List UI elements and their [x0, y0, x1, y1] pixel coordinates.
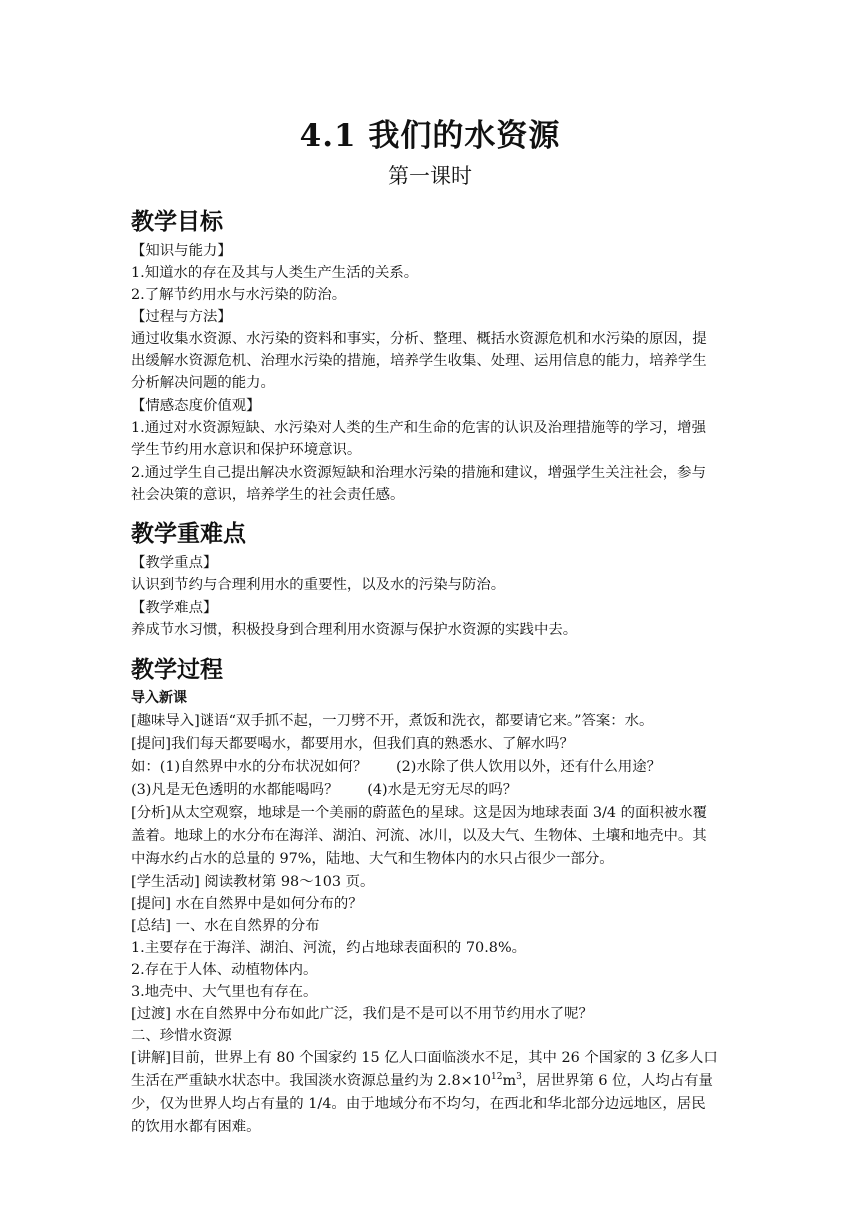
section-heading-objectives: 教学目标 [131, 209, 223, 235]
text-line: 1.通过对水资源短缺、水污染对人类的生产和生命的危害的认识及治理措施等的学习，增强 [131, 420, 706, 436]
text-line: 通过收集水资源、水污染的资料和事实，分析、整理、概括水资源危机和水污染的原因，提 [131, 331, 707, 347]
text-line: 分析解决问题的能力。 [131, 375, 275, 391]
text-line: (3)凡是无色透明的水都能喝吗？ (4)水是无穷无尽的吗？ [131, 782, 518, 798]
text-fragment: ，居世界第 6 位，人均占有量 [521, 1073, 713, 1089]
text-fragment: m [502, 1073, 517, 1089]
text-fragment: 生活在严重缺水状态中。我国淡水资源总量约为 2.8×10 [131, 1073, 492, 1089]
text-line: 2.了解节约用水与水污染的防治。 [131, 287, 347, 303]
text-line: [提问] 水在自然界中是如何分布的？ [131, 896, 363, 912]
text-line: 1.知道水的存在及其与人类生产生活的关系。 [131, 265, 419, 281]
text-line: 养成节水习惯，积极投身到合理利用水资源与保护水资源的实践中去。 [131, 622, 578, 638]
text-line: 2.通过学生自己提出解决水资源短缺和治理水污染的措施和建议，增强学生关注社会，参与 [131, 465, 706, 481]
text-line: 1.主要存在于海洋、湖泊、河流，约占地球表面积的 70.8%。 [131, 940, 527, 956]
document-title: 4.1 我们的水资源 [299, 118, 561, 154]
text-line: 二、珍惜水资源 [131, 1028, 232, 1044]
text-line: 学生节约用水意识和保护环境意识。 [131, 442, 362, 458]
text-line: 【知识与能力】 [131, 243, 232, 259]
text-line: 的饮用水都有困难。 [131, 1119, 261, 1135]
text-line: [提问]我们每天都要喝水，都要用水，但我们真的熟悉水、了解水吗？ [131, 736, 574, 752]
text-line: 盖着。地球上的水分布在海洋、湖泊、河流、冰川，以及大气、生物体、土壤和地壳中。其 [131, 828, 707, 844]
section-heading-key-points: 教学重难点 [131, 521, 246, 547]
text-line: [讲解]目前，世界上有 80 个国家约 15 亿人口面临淡水不足，其中 26 个国家的 3 亿多人口 [131, 1050, 718, 1066]
text-line: [分析]从太空观察，地球是一个美丽的蔚蓝色的星球。这是因为地球表面 3/4 的面积被水覆 [131, 805, 707, 821]
text-line: 出缓解水资源危机、治理水污染的措施，培养学生收集、处理、运用信息的能力，培养学生 [131, 353, 707, 369]
text-line: 如：(1)自然界中水的分布状况如何？ (2)水除了供人饮用以外，还有什么用途？ [131, 759, 662, 775]
text-line: 少，仅为世界人均占有量的 1/4。由于地域分布不均匀，在西北和华北部分边远地区，居民 [131, 1096, 706, 1112]
text-line: 2.存在于人体、动植物体内。 [131, 962, 318, 978]
text-line: 中海水约占水的总量的 97%，陆地、大气和生物体内的水只占很少一部分。 [131, 851, 614, 867]
text-line: 认识到节约与合理利用水的重要性，以及水的污染与防治。 [131, 577, 506, 593]
text-line: [总结] 一、水在自然界的分布 [131, 918, 320, 934]
subheading-intro: 导入新课 [131, 690, 187, 706]
text-line: [过渡] 水在自然界中分布如此广泛，我们是不是可以不用节约用水了呢？ [131, 1006, 593, 1022]
text-line: 【情感态度价值观】 [131, 398, 261, 414]
text-line: 【教学重点】 [131, 555, 218, 571]
text-line: 社会决策的意识，培养学生的社会责任感。 [131, 487, 405, 503]
document-subtitle: 第一课时 [388, 164, 472, 188]
text-line [131, 1070, 713, 1092]
superscript: 12 [491, 1072, 503, 1083]
text-line: 【过程与方法】 [131, 309, 232, 325]
text-line: [学生活动] 阅读教材第 98～103 页。 [131, 874, 375, 890]
section-heading-process: 教学过程 [131, 657, 223, 683]
text-line: [趣味导入]谜语“双手抓不起，一刀劈不开，煮饭和洗衣，都要请它来。”答案：水。 [131, 713, 654, 729]
superscript: 3 [516, 1072, 522, 1083]
text-line: 【教学难点】 [131, 600, 218, 616]
text-line: 3.地壳中、大气里也有存在。 [131, 984, 318, 1000]
